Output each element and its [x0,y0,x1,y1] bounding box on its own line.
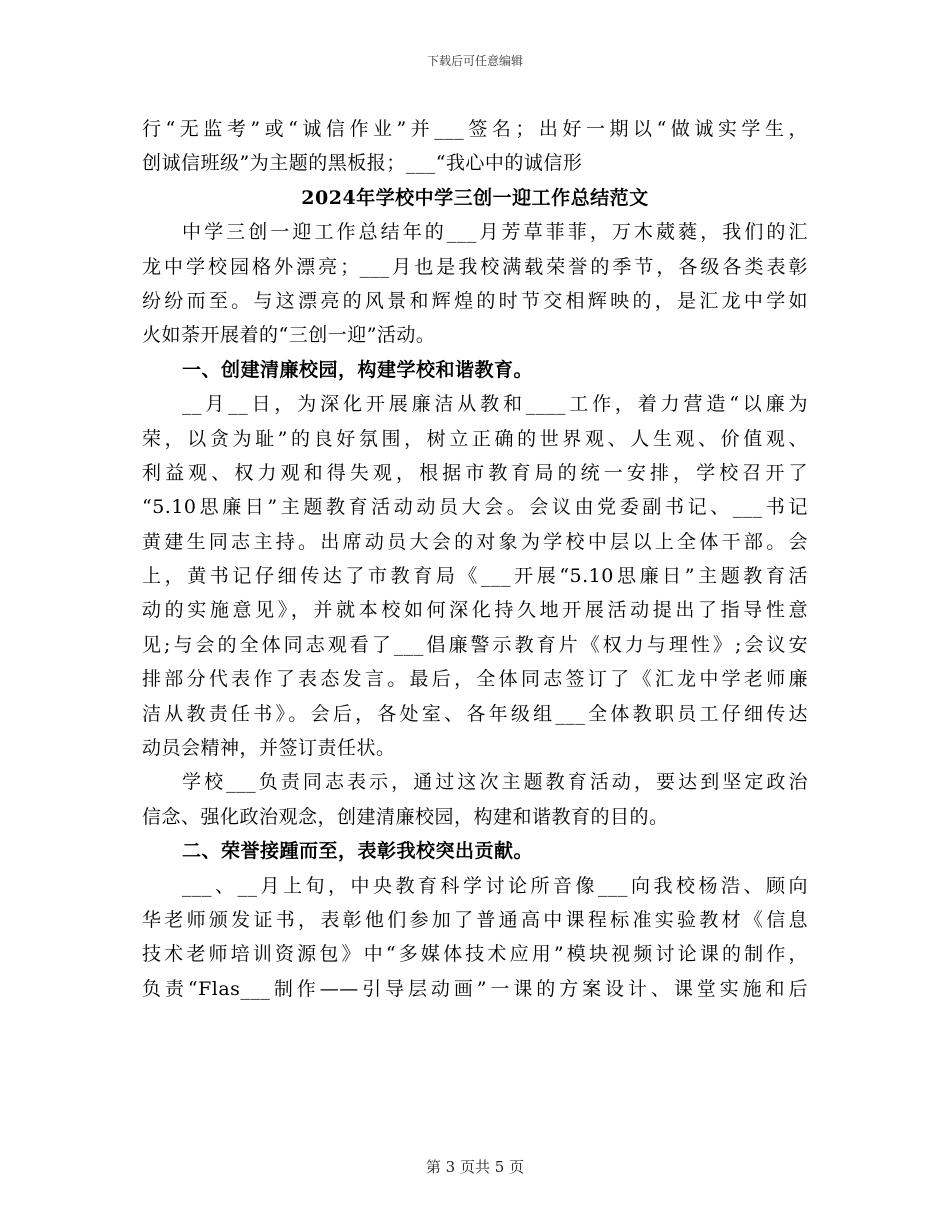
text-line: 荣，以贪为耻”的良好氛围，树立正确的世界观、人生观、价值观、 [142,427,808,450]
text-line: 创诚信班级”为主题的黑板报；___“我心中的诚信形 [142,152,583,175]
page-footer: 第 3 页共 5 页 [425,1158,525,1176]
text-line: 技术老师培训资源包》中“多媒体技术应用”模块视频讨论课的制作， [142,943,808,966]
document-title: 2024年学校中学三创一迎工作总结范文 [301,186,649,209]
text-line: 火如荼开展着的“三创一迎”活动。 [142,324,436,347]
text-line: 纷纷而至。与这漂亮的风景和辉煌的时节交相辉映的，是汇龙中学如 [142,289,808,312]
page-header: 下载后可任意编辑 [426,54,523,68]
text-line: 动的实施意见》，并就本校如何深化持久地开展活动提出了指导性意 [142,599,808,622]
text-line: 见;与会的全体同志观看了___倡廉警示教育片《权力与理性》;会议安 [142,633,808,656]
text-line: 洁从教责任书》。会后，各处室、各年级组___全体教职员工仔细传达 [142,702,808,725]
document-body [142,112,808,1006]
text-line: 负责“Flas___制作——引导层动画”一课的方案设计、课堂实施和后 [142,977,808,1000]
section-heading: 一、创建清廉校园，构建学校和谐教育。 [182,358,534,381]
text-line: 上，黄书记仔细传达了市教育局《___开展“5.10思廉日”主题教育活 [142,565,808,588]
text-line: 中学三创一迎工作总结年的___月芳草菲菲，万木葳蕤，我们的汇 [182,221,808,244]
text-line: 信念、强化政治观念，创建清廉校园，构建和谐教育的目的。 [142,805,669,828]
text-line: 黄建生同志主持。出席动员大会的对象为学校中层以上全体干部。会 [142,530,808,553]
text-line: __月__日，为深化开展廉洁从教和____工作，着力营造“以廉为 [182,393,808,416]
text-line: 排部分代表作了表态发言。最后，全体同志签订了《汇龙中学老师廉 [142,668,808,691]
section-heading: 二、荣誉接踵而至，表彰我校突出贡献。 [182,840,534,863]
text-line: 学校___负责同志表示，通过这次主题教育活动，要达到坚定政治 [182,771,808,794]
text-line: 动员会精神，并签订责任状。 [142,737,396,760]
text-line: “5.10思廉日”主题教育活动动员大会。会议由党委副书记、___书记 [142,496,808,519]
text-line: ___、__月上旬，中央教育科学讨论所音像___向我校杨浩、顾向 [182,874,808,897]
text-line: 行“无监考”或“诚信作业”并___签名；出好一期以“做诚实学生， [142,118,808,140]
text-line: 利益观、权力观和得失观，根据市教育局的统一安排，学校召开了 [142,461,808,484]
text-line: 龙中学校园格外漂亮；___月也是我校满载荣誉的季节，各级各类表彰 [142,255,808,278]
text-line: 华老师颁发证书，表彰他们参加了普通高中课程标准实验教材《信息 [142,908,808,931]
